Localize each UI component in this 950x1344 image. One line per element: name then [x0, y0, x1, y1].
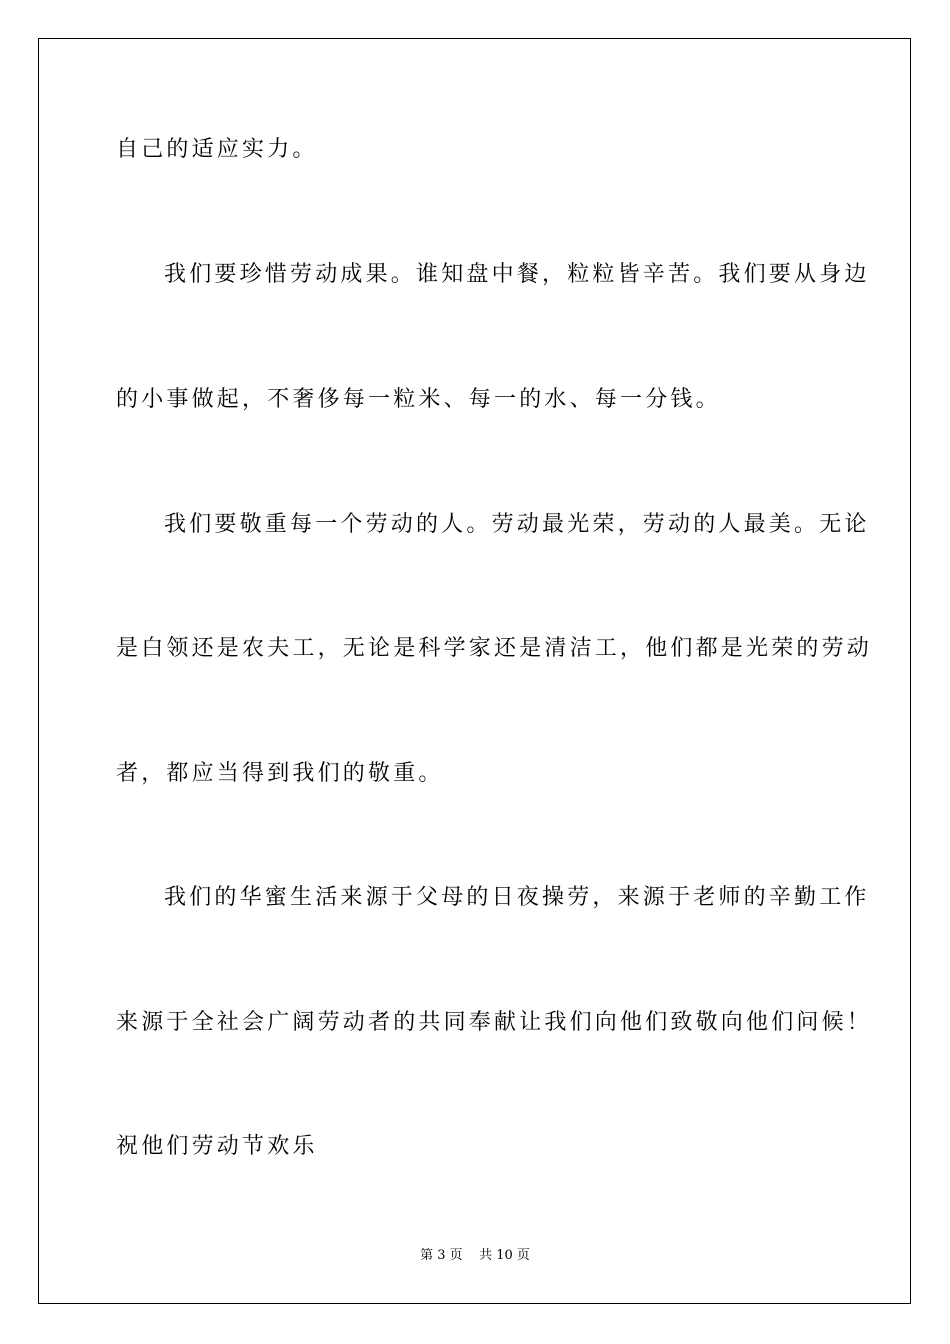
text-line: 自己的适应实力。	[116, 137, 318, 162]
page-number-footer: 第 3 页 共 10 页	[420, 1248, 530, 1263]
paragraph-first-line: 我们要敬重每一个劳动的人。劳动最光荣，劳动的人最美。无论	[164, 512, 870, 537]
text-line: 的小事做起，不奢侈每一粒米、每一的水、每一分钱。	[116, 387, 721, 412]
page-border	[38, 38, 911, 1304]
paragraph-first-line: 我们要珍惜劳动成果。谁知盘中餐，粒粒皆辛苦。我们要从身边	[164, 262, 870, 287]
text-line: 来源于全社会广阔劳动者的共同奉献让我们向他们致敬向他们问候！	[116, 1010, 873, 1035]
paragraph-first-line: 我们的华蜜生活来源于父母的日夜操劳，来源于老师的辛勤工作	[164, 885, 870, 910]
text-line: 者，都应当得到我们的敬重。	[116, 761, 444, 786]
text-line: 祝他们劳动节欢乐	[116, 1134, 318, 1159]
text-line: 是白领还是农夫工，无论是科学家还是清洁工，他们都是光荣的劳动	[116, 636, 873, 661]
